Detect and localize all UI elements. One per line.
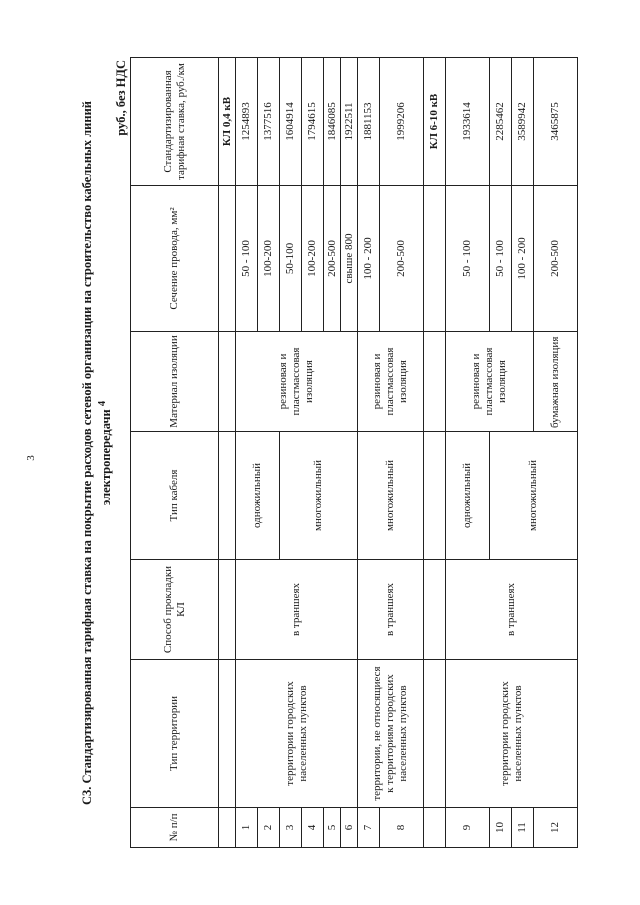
method-cell: в траншеях <box>236 560 358 660</box>
row-number: 2 <box>258 808 280 848</box>
header-territory: Тип территории <box>131 660 219 808</box>
section-cell: 100-200 <box>302 186 324 332</box>
cable-type-cell: многожильный <box>490 432 578 560</box>
row-number: 9 <box>446 808 490 848</box>
row-number: 7 <box>358 808 380 848</box>
cable-type-cell: одножильный <box>236 432 280 560</box>
row-number: 3 <box>280 808 302 848</box>
rate-cell: 1999206 <box>380 58 424 186</box>
territory-cell: территории, не относящиеся к территориям городских населенных пунктов <box>358 660 424 808</box>
section-cell: 50 - 100 <box>490 186 512 332</box>
row-number: 5 <box>324 808 341 848</box>
units-note: руб., без НДС <box>114 60 128 136</box>
cable-type-cell: многожильный <box>280 432 358 560</box>
method-cell: в траншеях <box>358 560 424 660</box>
header-section: Сечение провода, мм² <box>131 186 219 332</box>
page-number: 3 <box>24 455 37 461</box>
section-cell: свыше 800 <box>341 186 358 332</box>
header-row <box>131 58 219 848</box>
section-cell: 50 - 100 <box>446 186 490 332</box>
table-title-text: С3. Стандартизированная тарифная ставка на покрытие расходов сетевой организации на строительство кабельных линий электропередачи <box>80 101 114 806</box>
rate-cell: 3589942 <box>512 58 534 186</box>
rate-cell: 1794615 <box>302 58 324 186</box>
insulation-cell: бумажная изоляция <box>534 332 578 432</box>
rate-cell: 1254893 <box>236 58 258 186</box>
territory-cell: территории городских населенных пунктов <box>236 660 358 808</box>
section-row-04 <box>219 58 236 848</box>
rate-cell: 1922511 <box>341 58 358 186</box>
table-title <box>80 58 114 848</box>
section-cell: 200-500 <box>324 186 341 332</box>
rate-cell: 1377516 <box>258 58 280 186</box>
section-label-610: КЛ 6-10 кВ <box>424 58 446 186</box>
rate-cell: 1933614 <box>446 58 490 186</box>
table-row <box>446 58 490 848</box>
header-num: № п/п <box>131 808 219 848</box>
method-cell: в траншеях <box>446 560 578 660</box>
territory-cell: территории городских населенных пунктов <box>446 660 578 808</box>
row-number: 4 <box>302 808 324 848</box>
section-cell: 100-200 <box>258 186 280 332</box>
title-footnote-mark: 4 <box>97 400 108 407</box>
section-cell: 200-500 <box>380 186 424 332</box>
header-rate: Стандартизированная тарифная ставка, руб./км <box>131 58 219 186</box>
row-number: 1 <box>236 808 258 848</box>
row-number: 12 <box>534 808 578 848</box>
rate-cell: 3465875 <box>534 58 578 186</box>
rate-cell: 1881153 <box>358 58 380 186</box>
row-number: 8 <box>380 808 424 848</box>
section-cell: 50-100 <box>280 186 302 332</box>
cable-type-cell: одножильный <box>446 432 490 560</box>
rate-cell: 2285462 <box>490 58 512 186</box>
rotated-table-sheet <box>80 58 561 848</box>
header-cable-type: Тип кабеля <box>131 432 219 560</box>
insulation-cell: резиновая и пластмассовая изоляция <box>236 332 358 432</box>
insulation-cell: резиновая и пластмассовая изоляция <box>446 332 534 432</box>
rate-cell: 1604914 <box>280 58 302 186</box>
tariff-table <box>130 57 578 848</box>
section-cell: 200-500 <box>534 186 578 332</box>
section-cell: 50 - 100 <box>236 186 258 332</box>
insulation-cell: резиновая и пластмассовая изоляция <box>358 332 424 432</box>
table-row <box>236 58 258 848</box>
header-method: Способ прокладки КЛ <box>131 560 219 660</box>
row-number: 11 <box>512 808 534 848</box>
rate-cell: 1846085 <box>324 58 341 186</box>
section-cell: 100 - 200 <box>512 186 534 332</box>
section-label-04: КЛ 0,4 кВ <box>219 58 236 186</box>
section-cell: 100 - 200 <box>358 186 380 332</box>
cable-type-cell: многожильный <box>358 432 424 560</box>
header-insulation: Материал изоляции <box>131 332 219 432</box>
section-row-610 <box>424 58 446 848</box>
row-number: 6 <box>341 808 358 848</box>
table-row <box>358 58 380 848</box>
row-number: 10 <box>490 808 512 848</box>
